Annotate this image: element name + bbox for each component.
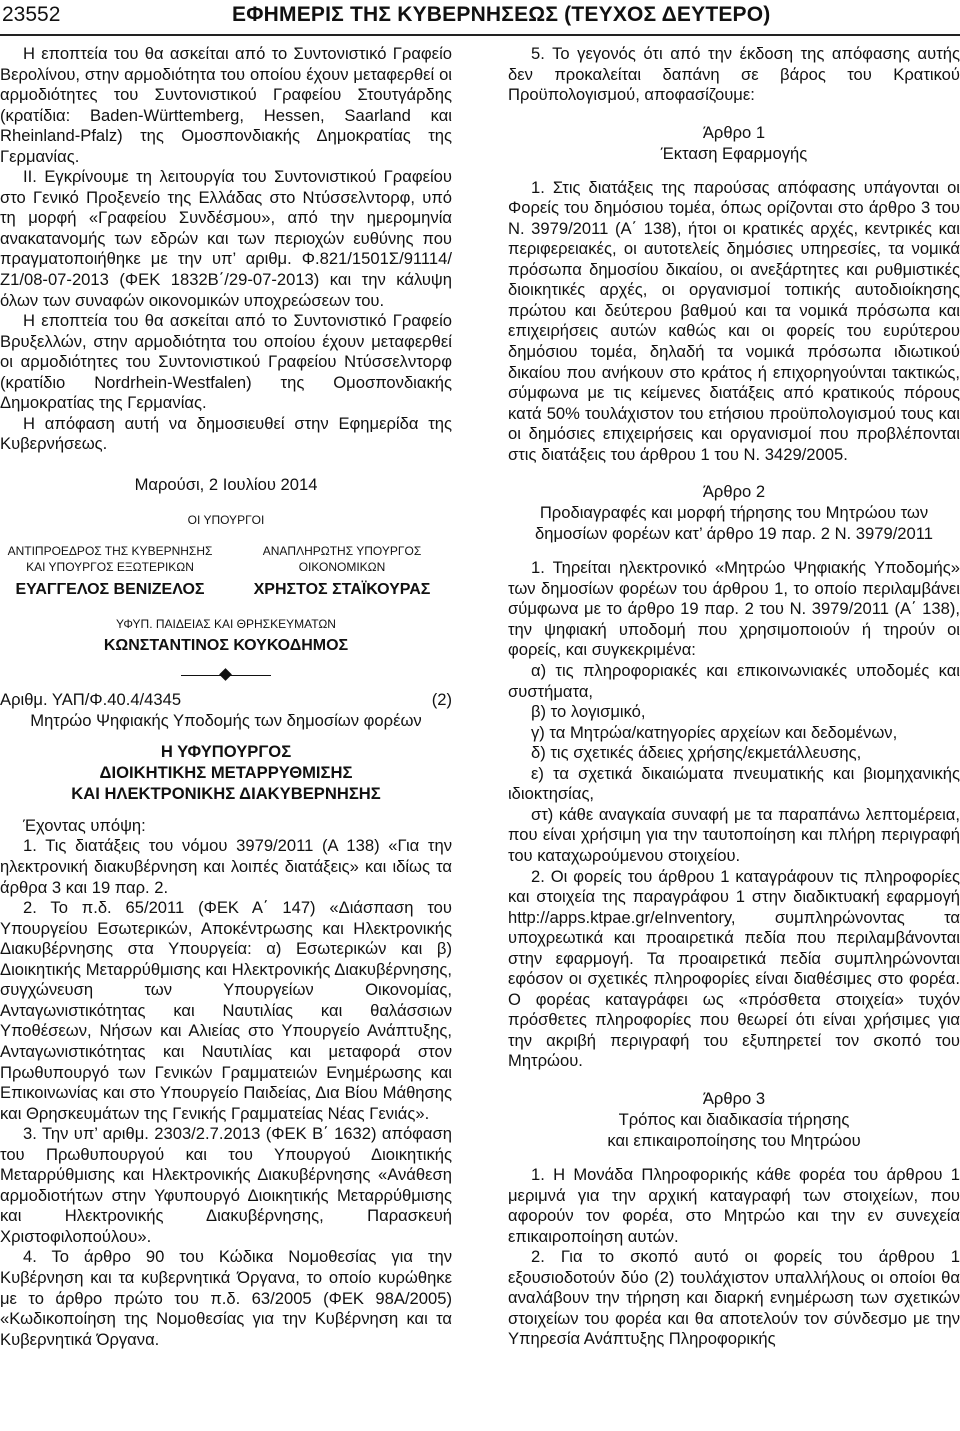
place-date: Μαρούσι, 2 Ιουλίου 2014 xyxy=(134,474,318,494)
signatory-role: ΟΙΚΟΝΟΜΙΚΩΝ xyxy=(298,559,386,574)
paragraph: 1. Τηρείται ηλεκτρονικό «Μητρώο Ψηφιακής Υποδομής» των δημοσίων φορέων του άρθρου 1, το οποίο περιλαμβάνει σύμφωνα με το άρθρο 19 παρ. 2 του Ν. 3979/2011 (Α΄ 138), την ψηφιακή υποδομή που χρησιμοποιούν ή τηρούν οι φορείς, και συγκεκριμένα: xyxy=(508,558,960,660)
article-title: Τρόπος και διαδικασία τήρησης xyxy=(618,1109,850,1129)
article-title: Έκταση Εφαρμογής xyxy=(660,143,808,163)
signatory-role: ΥΦΥΠ. ΠΑΙΔΕΙΑΣ ΚΑΙ ΘΡΗΣΚΕΥΜΑΤΩΝ xyxy=(116,616,336,631)
signatory-role: ΑΝΤΙΠΡΟΕΔΡΟΣ ΤΗΣ ΚΥΒΕΡΝΗΣΗΣ xyxy=(7,543,213,558)
article-heading xyxy=(508,122,960,164)
article-heading xyxy=(508,1088,960,1151)
paragraph: ΙΙ. Εγκρίνουμε τη λειτουργία του Συντονιστικού Γραφείου στο Γενικό Προξενείο της Ελλάδας στο Ντύσσελντορφ, υπό τη μορφή «Γραφείου Συνδέσμου», από την ημερομηνία ανακατανομής των εδρών και των περιοχών ευθύνης που πραγματοποιήθηκε με την υπ’ αριθμ. Φ.821/1501Σ/91114/Ζ1/08-07-2013 (ΦΕΚ 1832Β΄/29-07-2013) και την κάλυψη όλων των συναφών οικονομικών υποχρεώσεων του. xyxy=(0,167,452,310)
signatory-role: ΚΑΙ ΥΠΟΥΡΓΟΣ ΕΞΩΤΕΡΙΚΩΝ xyxy=(26,559,194,574)
article-title: Προδιαγραφές και μορφή τήρησης του Μητρώου των δημοσίων φορέων κατ’ άρθρο 19 παρ. 2 Ν. 3979/2011 xyxy=(535,503,933,544)
authority-line: ΚΑΙ ΗΛΕΚΤΡΟΝΙΚΗΣ ΔΙΑΚΥΒΕΡΝΗΣΗΣ xyxy=(71,783,381,803)
left-column xyxy=(0,44,452,1350)
reference-number: Αριθμ. ΥΑΠ/Φ.40.4/4345 xyxy=(0,689,182,709)
reference-index: (2) xyxy=(431,689,452,709)
list-item: 2. Το π.δ. 65/2011 (ΦΕΚ Α΄ 147) «Διάσπαση του Υπουργείου Εσωτερικών, Αποκέντρωσης και Ηλεκτρονικής Διακυβέρνησης στα Υπουργεία: α) Εσωτερικών και β) Διοικητικής Μεταρρύθμισης και Ηλεκτρονικής Διακυβέρνησης, συγχώνευση των Υπουργείων Οικονομίας, Ανταγωνιστικότητας και Ναυτιλίας και θαλάσσιων Υποθέσεων, Νήσων και Αλιείας στο Υπουργείο Ανάπτυξης, Ανταγωνιστικότητας και Ναυτιλίας και μεταφορά στον Πρωθυπουργό των Γενικών Γραμματειών Ενημέρωσης και Επικοινωνίας και στο Υπουργείο Παιδείας, Δια Βίου Μάθησης και Θρησκευμάτων της Γενικής Γραμματείας Νέας Γενιάς». xyxy=(0,898,452,1123)
paragraph: Η εποπτεία του θα ασκείται από το Συντονιστικό Γραφείο Βερολίνου, στην αρμοδιότητα του οποίου έχουν μεταφερθεί οι αρμοδιότητες του Συντονιστικού Γραφείου Στουτγάρδης (κρατίδια: Baden-Württemberg, Hessen, Saarland και Rheinland-Pfalz) της Ομοσπονδιακής Δημοκρατίας της Γερμανίας. xyxy=(0,44,452,166)
paragraph: 2. Οι φορείς του άρθρου 1 καταγράφουν τις πληροφορίες και στοιχεία της παραγράφου 1 στην διαδικτυακή εφαρμογή http://apps.ktpae.gr/eInventory, συμπληρώνοντας τα υποχρεωτικά και προαιρετικά πεδία που περιλαμβάνονται στην εφαρμογή. Τα προαιρετικά πεδία συμπληρώνονται εφόσον οι σχετικές πληροφορίες είναι διαθέσιμες στο φορέα. Ο φορέας καταγράφει ως «πρόσθετα στοιχεία» τυχόν πρόσθετες πληροφορίες που θεωρεί ότι είναι χρήσιμες για την ακριβή περιγραφή του εξυπηρετεί τον σκοπό του Μητρώου. xyxy=(508,866,960,1071)
signatory-name: ΕΥΑΓΓΕΛΟΣ ΒΕΝΙΖΕΛΟΣ xyxy=(15,580,205,598)
list-item: 1. Τις διατάξεις του νόμου 3979/2011 (Α 138) «Για την ηλεκτρονική διακυβέρνηση και λοιπές διατάξεις» και ιδίως τα άρθρα 3 και 19 παρ. 2. xyxy=(0,836,452,897)
article-number: Άρθρο 2 xyxy=(702,482,766,502)
list-item: α) τις πληροφοριακές και επικοινωνιακές υποδομές και συστήματα, xyxy=(508,661,960,701)
list-item: 3. Την υπ’ αριθμ. 2303/2.7.2013 (ΦΕΚ Β΄ 1632) απόφαση του Πρωθυπουργού και του Υπουργού Διοικητικής Μεταρρύθμισης και Ηλεκτρονικής Διακυβέρνησης «Ανάθεση αρμοδιοτήτων στην Υφυπουργό Διοικητικής Μεταρρύθμισης και Ηλεκτρονικής Διακυβέρνησης, Παρασκευή Χριστοφιλοπούλου». xyxy=(0,1124,452,1246)
signature-block xyxy=(0,543,220,599)
page-number: 23552 xyxy=(2,3,61,26)
authority-line: Η ΥΦΥΠΟΥΡΓΟΣ xyxy=(160,741,292,761)
signatory-name: ΚΩΝΣΤΑΝΤΙΝΟΣ ΚΟΥΚΟΔΗΜΟΣ xyxy=(103,636,349,654)
decision-reference xyxy=(0,689,452,710)
signatures-row xyxy=(0,543,452,599)
article-heading xyxy=(508,481,960,544)
list-item: 4. Το άρθρο 90 του Κώδικα Νομοθεσίας για την Κυβέρνηση και τα κυβερνητικά Όργανα, το οποίο κυρώθηκε με το άρθρο πρώτο του π.δ. 63/2005 (ΦΕΚ 98Α/2005) «Κωδικοποίηση της Νομοθεσίας για την Κυβέρνηση και τα Κυβερνητικά Όργανα. xyxy=(0,1247,452,1349)
signature-block xyxy=(0,617,452,655)
gazette-title: ΕΦΗΜΕΡΙΣ ΤΗΣ ΚΥΒΕΡΝΗΣΕΩΣ (ΤΕΥΧΟΣ ΔΕΥΤΕΡΟ) xyxy=(232,3,771,26)
diamond-icon xyxy=(219,668,232,681)
signatory-name: ΧΡΗΣΤΟΣ ΣΤΑΪΚΟΥΡΑΣ xyxy=(253,580,431,598)
authority-line: ΔΙΟΙΚΗΤΙΚΗΣ ΜΕΤΑΡΡΥΘΜΙΣΗΣ xyxy=(99,762,353,782)
signature-block xyxy=(232,543,452,599)
paragraph: 1. Στις διατάξεις της παρούσας απόφασης υπάγονται οι Φορείς του δημόσιου τομέα, όπως ορίζονται στο άρθρο 3 του Ν. 3979/2011 (Α΄ 138), ήτοι οι κρατικές αρχές, κεντρικές και περιφερειακές, οι αυτοτελείς δημόσιες υπηρεσίες, τα νομικά πρόσωπα δημοσίου δικαίου, οι ανεξάρτητες και ρυθμιστικές διοικητικές αρχές, οι οργανισμοί τοπικής αυτοδιοίκησης πρώτου και δεύτερου βαθμού και τα νομικά πρόσωπα και επιχειρήσεις αυτών καθώς και οι φορείς του ευρύτερου δημόσιου τομέα, δηλαδή τα νομικά πρόσωπα ιδιωτικού δικαίου που ανήκουν στο κράτος ή επιχορηγούνται τακτικώς, σύμφωνα με τις κείμενες διατάξεις από κρατικούς πόρους κατά 50% τουλάχιστον του ετήσιου προϋπολογισμού τους και οι δημόσιες επιχειρήσεις και οργανισμοί που προβλέπονται στις διατάξεις του άρθρου 1 του Ν. 3429/2005. xyxy=(508,177,960,464)
signatory-role: ΑΝΑΠΛΗΡΩΤΗΣ ΥΠΟΥΡΓΟΣ xyxy=(262,543,422,558)
list-item: β) το λογισμικό, xyxy=(531,702,646,722)
list-item: ε) τα σχετικά δικαιώματα πνευματικής και βιομηχανικής ιδιοκτησίας, xyxy=(508,763,960,804)
article-number: Άρθρο 1 xyxy=(702,122,766,142)
ministers-label: ΟΙ ΥΠΟΥΡΓΟΙ xyxy=(187,512,265,527)
page-header xyxy=(0,0,960,36)
list-item: γ) τα Μητρώα/κατηγορίες αρχείων και δεδομένων, xyxy=(531,722,898,742)
article-title: και επικαιροποίησης του Μητρώου xyxy=(607,1130,861,1150)
decision-title: Μητρώο Ψηφιακής Υποδομής των δημοσίων φορέων xyxy=(30,710,422,730)
list-item: 5. Το γεγονός ότι από την έκδοση της απόφασης αυτής δεν προκαλείται δαπάνη σε βάρος του Κρατικού Προϋπολογισμού, αποφασίζουμε: xyxy=(508,44,960,105)
paragraph: Η απόφαση αυτή να δημοσιευθεί στην Εφημερίδα της Κυβερνήσεως. xyxy=(0,413,452,454)
paragraph: 1. Η Μονάδα Πληροφορικής κάθε φορέα του άρθρου 1 μεριμνά για την αρχική καταγραφή των στοιχείων, που αφορούν τον φορέα, στο Μητρώο και την εν συνεχεία επικαιροποίηση αυτών. xyxy=(508,1164,960,1246)
paragraph: 2. Για το σκοπό αυτό οι φορείς του άρθρου 1 εξουσιοδοτούν δύο (2) τουλάχιστον υπαλλήλους οι οποίοι θα αναλάβουν την τήρηση και διαρκή ενημέρωση των σχετικών στοιχείων του φορέα και θα αποτελούν τον σύνδεσμο με την Υπηρεσία Ανάπτυξης Πληροφορικής xyxy=(508,1247,960,1349)
list-item: στ) κάθε αναγκαία συναφή με τα παραπάνω λεπτομέρεια, που είναι χρήσιμη για την ταυτοποίηση και πλήρη περιγραφή του καταχωρούμενου στοιχείου. xyxy=(508,804,960,865)
section-divider xyxy=(181,669,271,683)
article-number: Άρθρο 3 xyxy=(702,1088,766,1108)
paragraph: Η εποπτεία του θα ασκείται από το Συντονιστικό Γραφείο Βρυξελλών, στην αρμοδιότητα του οποίου έχουν μεταφερθεί οι αρμοδιότητες του Συντονιστικού Γραφείου Ντύσσελντορφ (κρατίδιο Nordrhein-Westfalen) της Ομοσπονδιακής Δημοκρατίας της Γερμανίας. xyxy=(0,311,452,413)
list-item: δ) τις σχετικές άδειες χρήσης/εκμετάλλευσης, xyxy=(531,743,862,763)
having-regard-heading: Έχοντας υπόψη: xyxy=(23,815,146,835)
issuing-authority xyxy=(0,741,452,804)
right-column xyxy=(508,44,960,1350)
